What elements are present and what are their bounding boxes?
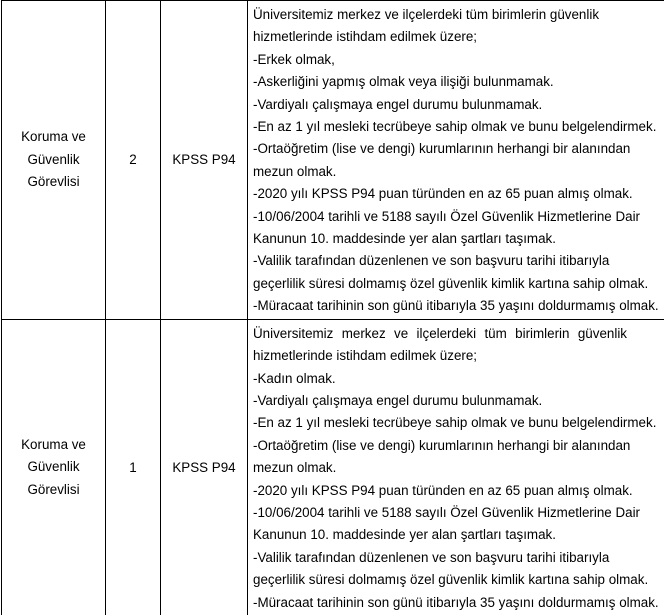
requirement-line: -Vardiyalı çalışmaya engel durumu bulunmamak. <box>253 94 664 116</box>
requirement-line: -Erkek olmak, <box>253 49 664 71</box>
requirement-line: -Valilik tarafından düzenlenen ve son başvuru tarihi itibarıyla <box>253 250 664 272</box>
requirement-line: -En az 1 yıl mesleki tecrübeye sahip olmak ve bunu belgelendirmek. <box>253 412 664 434</box>
requirement-line: mezun olmak. <box>253 457 664 479</box>
requirement-line: -Vardiyalı çalışmaya engel durumu bulunmamak. <box>253 390 664 412</box>
requirement-line: -2020 yılı KPSS P94 puan türünden en az 65 puan almış olmak. <box>253 183 664 205</box>
requirement-line: -Müracaat tarihinin son günü itibarıyla 35 yaşını doldurmamış olmak. <box>253 592 664 614</box>
requirement-line: hizmetlerinde istihdam edilmek üzere; <box>253 345 664 367</box>
score-type-cell: KPSS P94 <box>161 319 248 615</box>
position-title-cell <box>2 1 106 320</box>
requirement-line: -Ortaöğretim (lise ve dengi) kurumlarının herhangi bir alanından <box>253 435 664 457</box>
requirement-line: -10/06/2004 tarihli ve 5188 sayılı Özel Güvenlik Hizmetlerine Dair <box>253 206 664 228</box>
position-title-line: Görevlisi <box>2 479 105 501</box>
requirement-line: -Askerliğini yapmış olmak veya ilişiği bulunmamak. <box>253 71 664 93</box>
requirement-line: geçerlilik süresi dolmamış özel güvenlik kimlik kartına sahip olmak. <box>253 569 664 591</box>
position-title-line: Koruma ve <box>2 434 105 456</box>
position-title-line: Görevlisi <box>2 171 105 193</box>
table-row <box>2 1 664 320</box>
requirement-line: geçerlilik süresi dolmamış özel güvenlik kimlik kartına sahip olmak. <box>253 273 664 295</box>
requirement-line: -Ortaöğretim (lise ve dengi) kurumlarının herhangi bir alanından <box>253 138 664 160</box>
requirement-line: hizmetlerinde istihdam edilmek üzere; <box>253 26 664 48</box>
position-title-line: Koruma ve <box>2 126 105 148</box>
requirement-line: Üniversitemiz merkez ve ilçelerdeki tüm birimlerin güvenlik <box>253 323 664 345</box>
position-count-cell: 2 <box>106 1 161 320</box>
position-title-cell <box>2 319 106 615</box>
requirement-line: -10/06/2004 tarihli ve 5188 sayılı Özel Güvenlik Hizmetlerine Dair <box>253 502 664 524</box>
requirement-line: -En az 1 yıl mesleki tecrübeye sahip olmak ve bunu belgelendirmek. <box>253 116 664 138</box>
requirements-cell <box>248 1 664 320</box>
positions-table <box>1 0 664 615</box>
requirement-line: -Kadın olmak. <box>253 368 664 390</box>
requirement-line: Kanunun 10. maddesinde yer alan şartları taşımak. <box>253 524 664 546</box>
position-title-line: Güvenlik <box>2 149 105 171</box>
position-title-line: Güvenlik <box>2 456 105 478</box>
score-type-cell: KPSS P94 <box>161 1 248 320</box>
requirement-line: -2020 yılı KPSS P94 puan türünden en az 65 puan almış olmak. <box>253 480 664 502</box>
requirement-line: Kanunun 10. maddesinde yer alan şartları taşımak. <box>253 228 664 250</box>
requirement-line: -Valilik tarafından düzenlenen ve son başvuru tarihi itibarıyla <box>253 547 664 569</box>
table-row <box>2 319 664 615</box>
position-count-cell: 1 <box>106 319 161 615</box>
requirement-line: mezun olmak. <box>253 161 664 183</box>
requirement-line: -Müracaat tarihinin son günü itibarıyla 35 yaşını doldurmamış olmak. <box>253 295 664 317</box>
requirements-cell <box>248 319 664 615</box>
requirement-line: Üniversitemiz merkez ve ilçelerdeki tüm birimlerin güvenlik <box>253 4 664 26</box>
